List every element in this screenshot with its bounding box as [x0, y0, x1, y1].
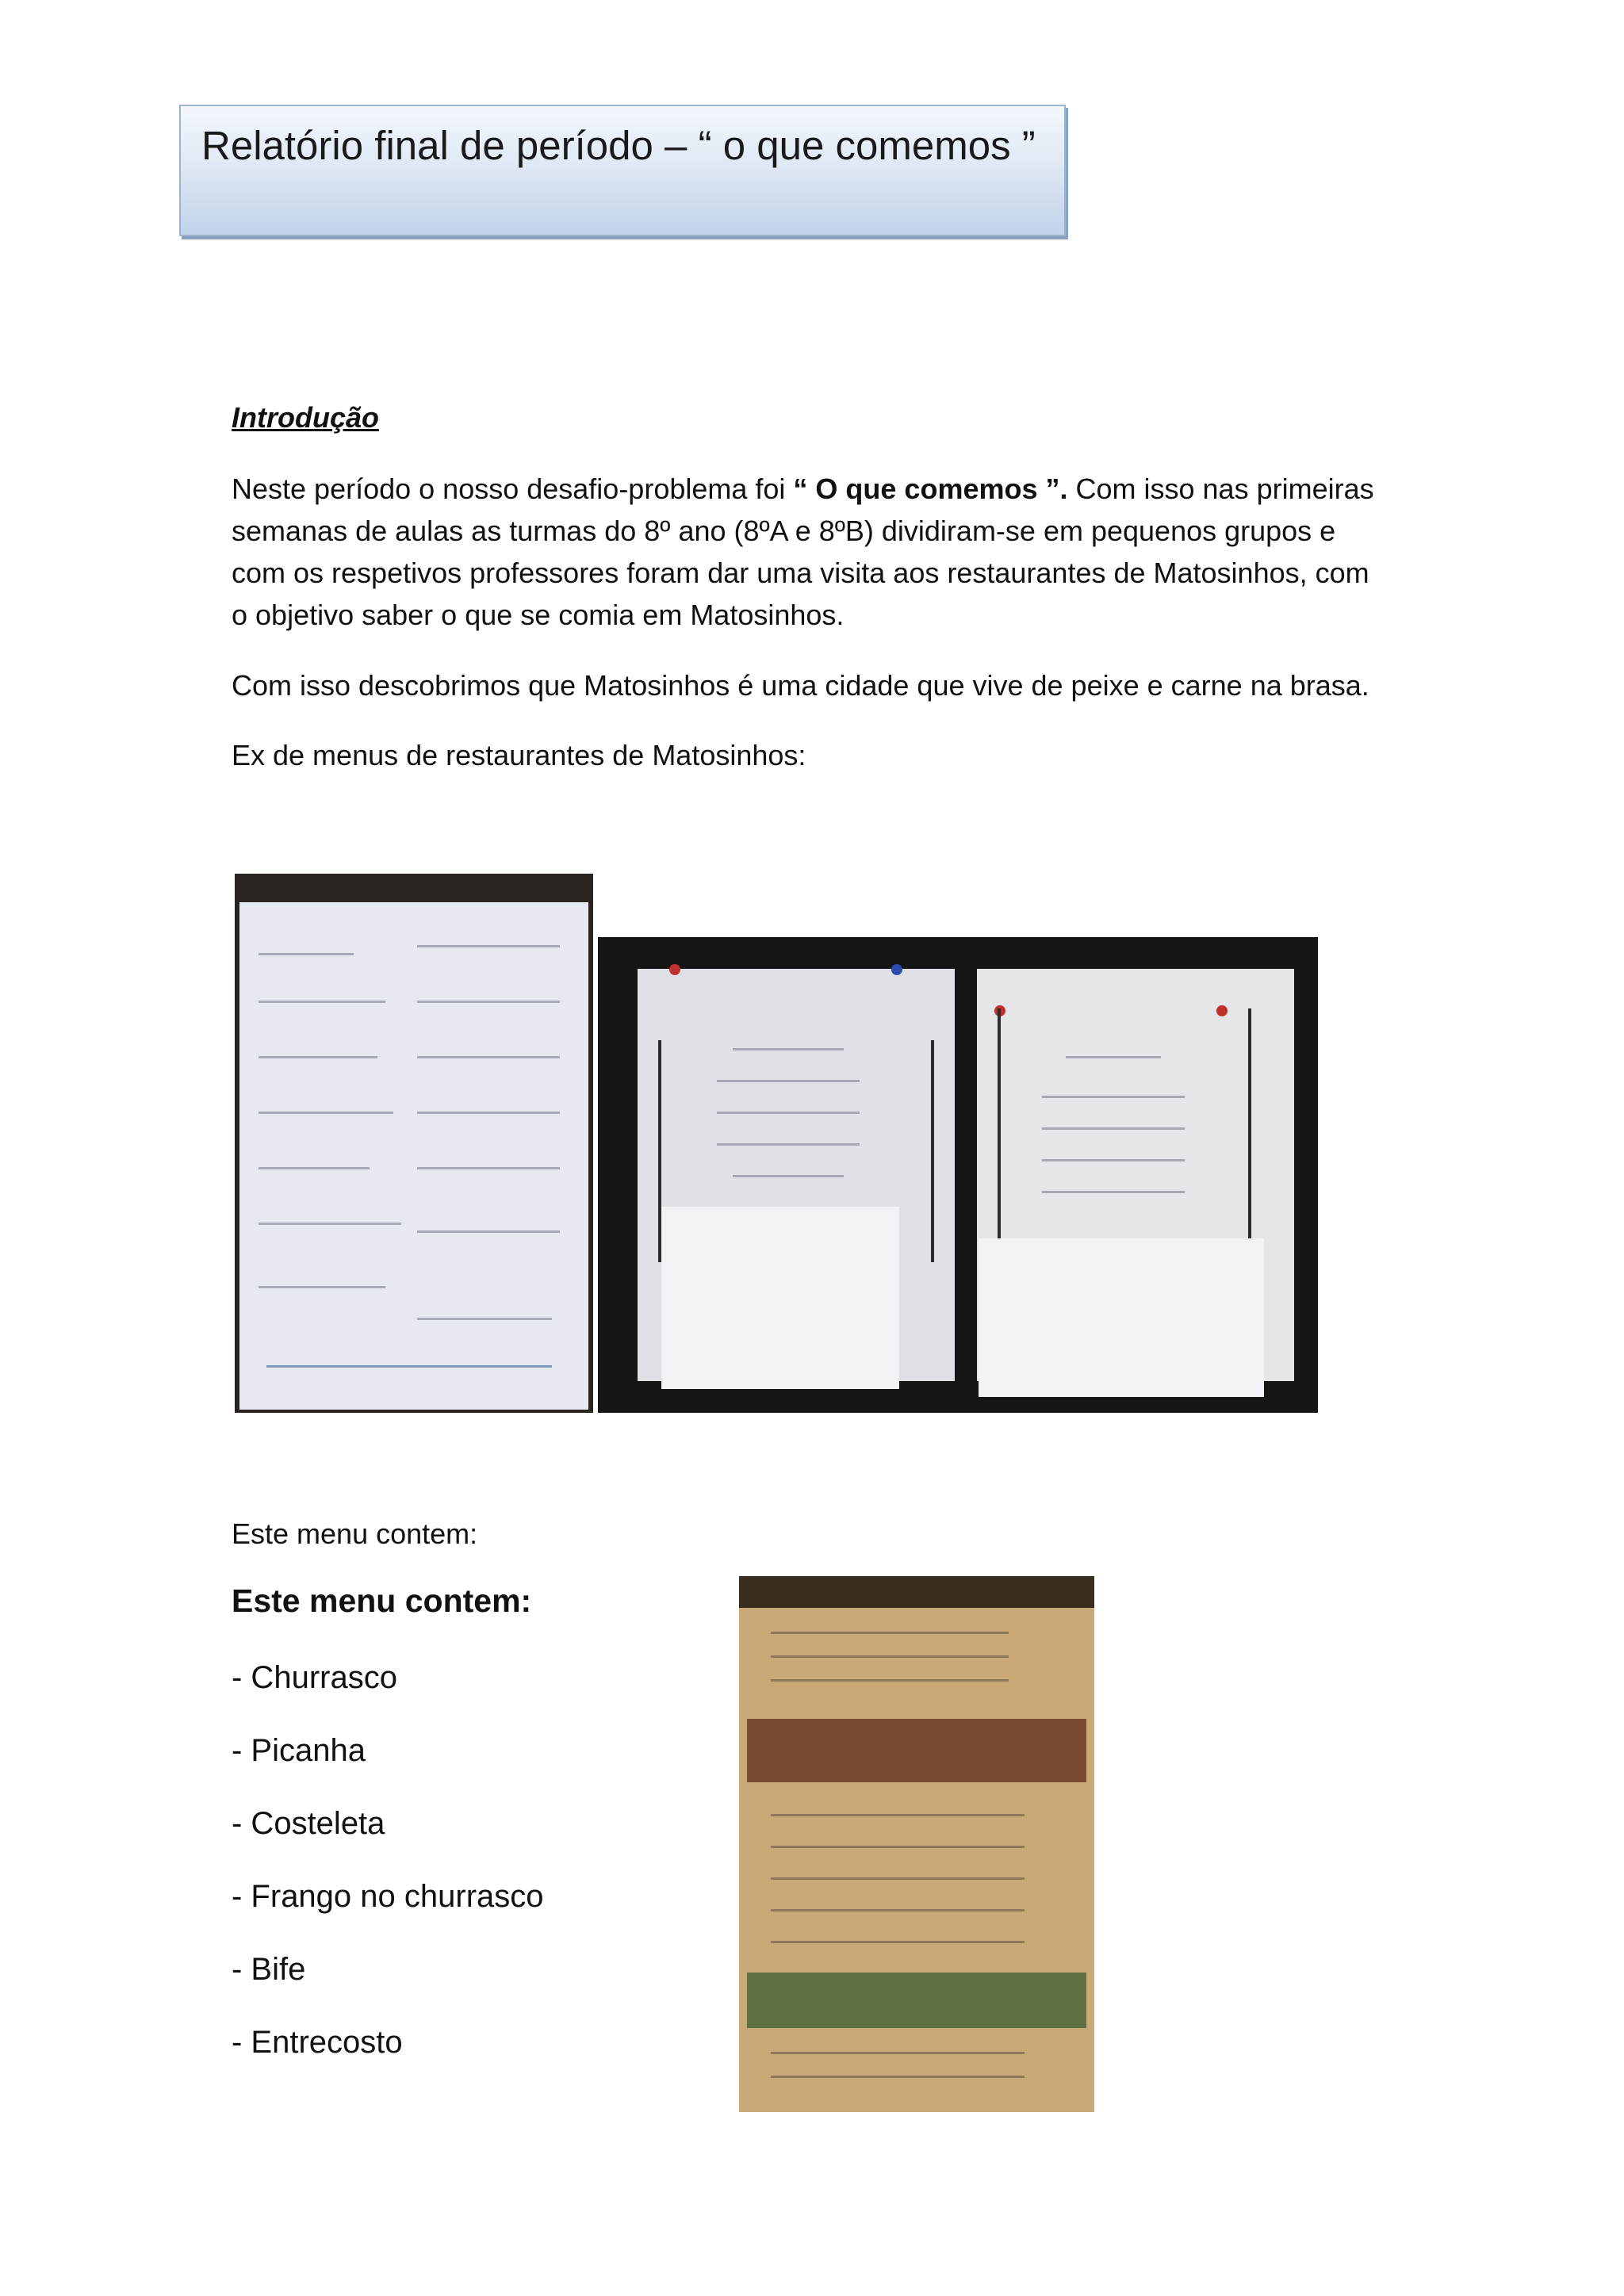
- menu-item: - Picanha: [232, 1733, 366, 1768]
- intro-heading: Introdução: [232, 401, 379, 434]
- title-box: [179, 105, 1066, 236]
- intro-text-end: Com isso nas primeiras semanas de aulas as turmas do 8º ano (8ºA e 8ºB) dividiram-se em pequenos grupos e com os respetivos professores foram dar uma visita aos restaurantes de Matosinhos, com o objetivo saber o que se comia em Matosinhos.: [232, 473, 1374, 631]
- menu-board-photo-icon: [598, 937, 1318, 1413]
- intro-paragraph: [232, 468, 1389, 636]
- intro-challenge-bold: “ O que comemos ”.: [793, 473, 1068, 505]
- menu-item: - Bife: [232, 1952, 306, 1987]
- discovery-paragraph: Com isso descobrimos que Matosinhos é uma cidade que vive de peixe e carne na brasa.: [232, 669, 1369, 702]
- menu-photo-icon: [235, 874, 593, 1413]
- menu-heading: Este menu contem:: [232, 1582, 532, 1619]
- intro-text-start: Neste período o nosso desafio-problema foi: [232, 473, 794, 505]
- menus-example-label: Ex de menus de restaurantes de Matosinhos:: [232, 739, 806, 771]
- menu-item: - Churrasco: [232, 1660, 397, 1695]
- menu-intro-line: Este menu contem:: [232, 1517, 478, 1550]
- menu-item: - Costeleta: [232, 1806, 385, 1841]
- grill-menu-photo-icon: [739, 1576, 1094, 2112]
- menu-item: - Frango no churrasco: [232, 1879, 544, 1914]
- document-title: Relatório final de período – “ o que comemos ”: [201, 123, 1036, 168]
- menu-item: - Entrecosto: [232, 2025, 403, 2060]
- menu-items-list: [232, 1659, 544, 2096]
